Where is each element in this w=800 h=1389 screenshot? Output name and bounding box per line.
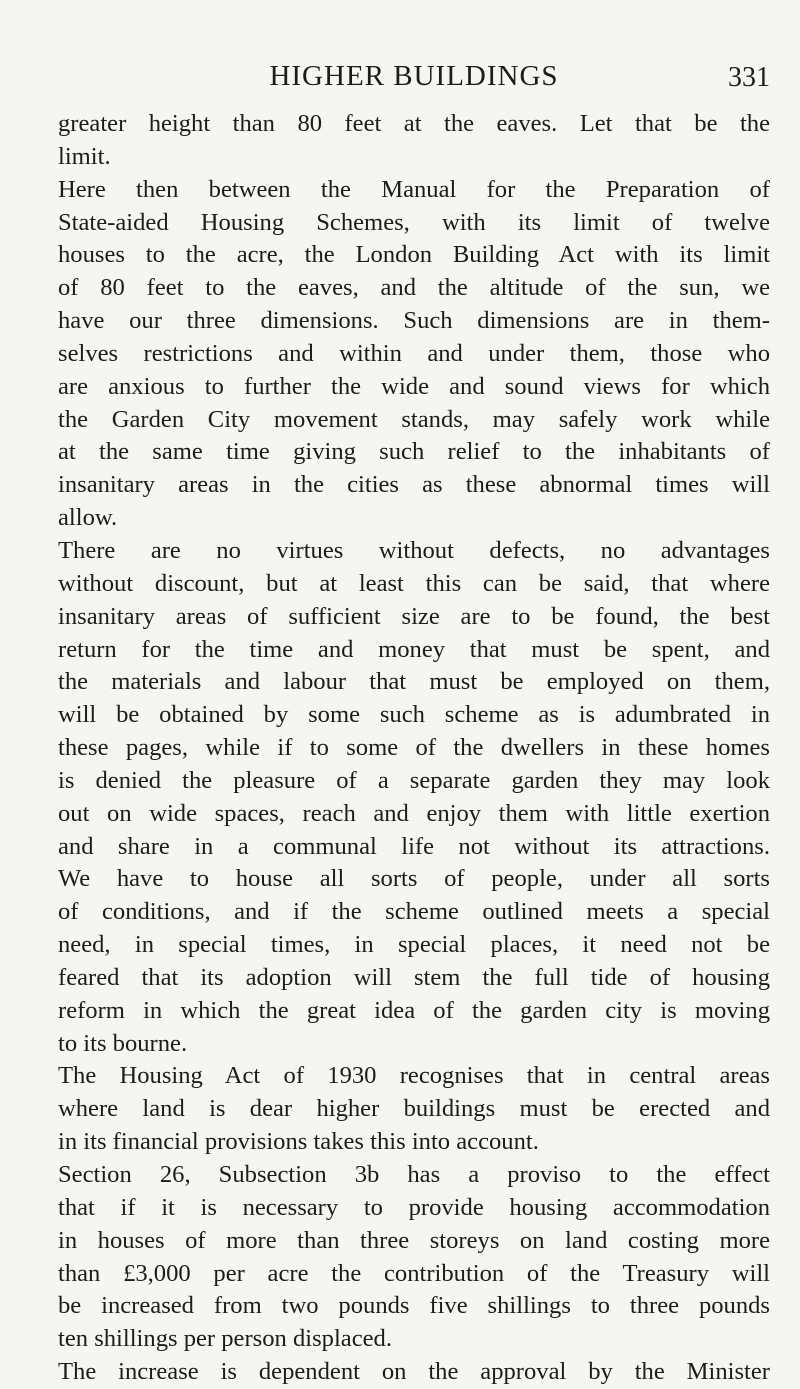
text-line: return for the time and money that must be spent, and xyxy=(58,635,770,663)
text-line: Section 26, Subsection 3b has a proviso to the effect xyxy=(58,1161,770,1188)
text-line: at the same time giving such relief to the inhabitants of xyxy=(58,438,770,466)
text-line: will be obtained by some such scheme as is adumbrated in xyxy=(58,701,770,729)
text-line: feared that its adoption will stem the full tide of housing xyxy=(58,963,770,991)
text-line: that if it is necessary to provide housing accommodation xyxy=(58,1193,770,1221)
text-line: houses to the acre, the London Building Act with its limit xyxy=(58,241,770,269)
text-line: to its bourne. xyxy=(58,1029,188,1057)
text-line: where land is dear higher buildings must be erected and xyxy=(58,1095,770,1123)
text-line: and share in a communal life not without its attractions. xyxy=(58,832,770,860)
text-line: insanitary areas in the cities as these abnormal times will xyxy=(58,471,770,499)
text-line: are anxious to further the wide and sound views for which xyxy=(58,372,770,400)
running-title: HIGHER BUILDINGS xyxy=(269,60,559,92)
text-line: be increased from two pounds five shillings to three pounds xyxy=(58,1292,770,1320)
page-number: 331 xyxy=(728,62,770,93)
running-head xyxy=(58,58,770,94)
text-line: in houses of more than three storeys on land costing more xyxy=(58,1226,770,1254)
text-line: reform in which the great idea of the garden city is moving xyxy=(58,996,770,1024)
text-line: of 80 feet to the eaves, and the altitude of the sun, we xyxy=(58,274,770,302)
text-line: Here then between the Manual for the Preparation of xyxy=(58,175,770,203)
text-line: ten shillings per person displaced. xyxy=(58,1325,392,1353)
text-line: The increase is dependent on the approval by the Minister xyxy=(58,1358,770,1386)
text-line: greater height than 80 feet at the eaves. Let that be the xyxy=(58,110,770,137)
text-line: State-aided Housing Schemes, with its limit of twelve xyxy=(58,208,770,236)
text-line: need, in special times, in special places, it need not be xyxy=(58,931,770,959)
text-line: insanitary areas of sufficient size are to be found, the best xyxy=(58,602,770,630)
text-line: the Garden City movement stands, may safely work while xyxy=(58,405,770,433)
text-line: There are no virtues without defects, no advantages xyxy=(58,536,770,564)
text-line: than £3,000 per acre the contribution of the Treasury will xyxy=(58,1259,770,1287)
text-line: have our three dimensions. Such dimensions are in them- xyxy=(58,307,770,335)
text-line: allow. xyxy=(58,504,118,532)
text-line: is denied the pleasure of a separate garden they may look xyxy=(58,766,770,794)
text-line: The Housing Act of 1930 recognises that in central areas xyxy=(58,1062,770,1090)
text-line: without discount, but at least this can be said, that where xyxy=(58,569,770,597)
text-line: limit. xyxy=(58,142,111,170)
text-line: We have to house all sorts of people, under all sorts xyxy=(58,865,770,893)
text-line: these pages, while if to some of the dwellers in these homes xyxy=(58,734,770,762)
text-line: out on wide spaces, reach and enjoy them with little exertion xyxy=(58,799,770,827)
text-line: of conditions, and if the scheme outlined meets a special xyxy=(58,898,770,926)
body-text xyxy=(58,108,770,1389)
text-line: selves restrictions and within and under them, those who xyxy=(58,339,770,367)
text-line: in its financial provisions takes this into account. xyxy=(58,1128,539,1156)
text-line: the materials and labour that must be employed on them, xyxy=(58,668,770,696)
